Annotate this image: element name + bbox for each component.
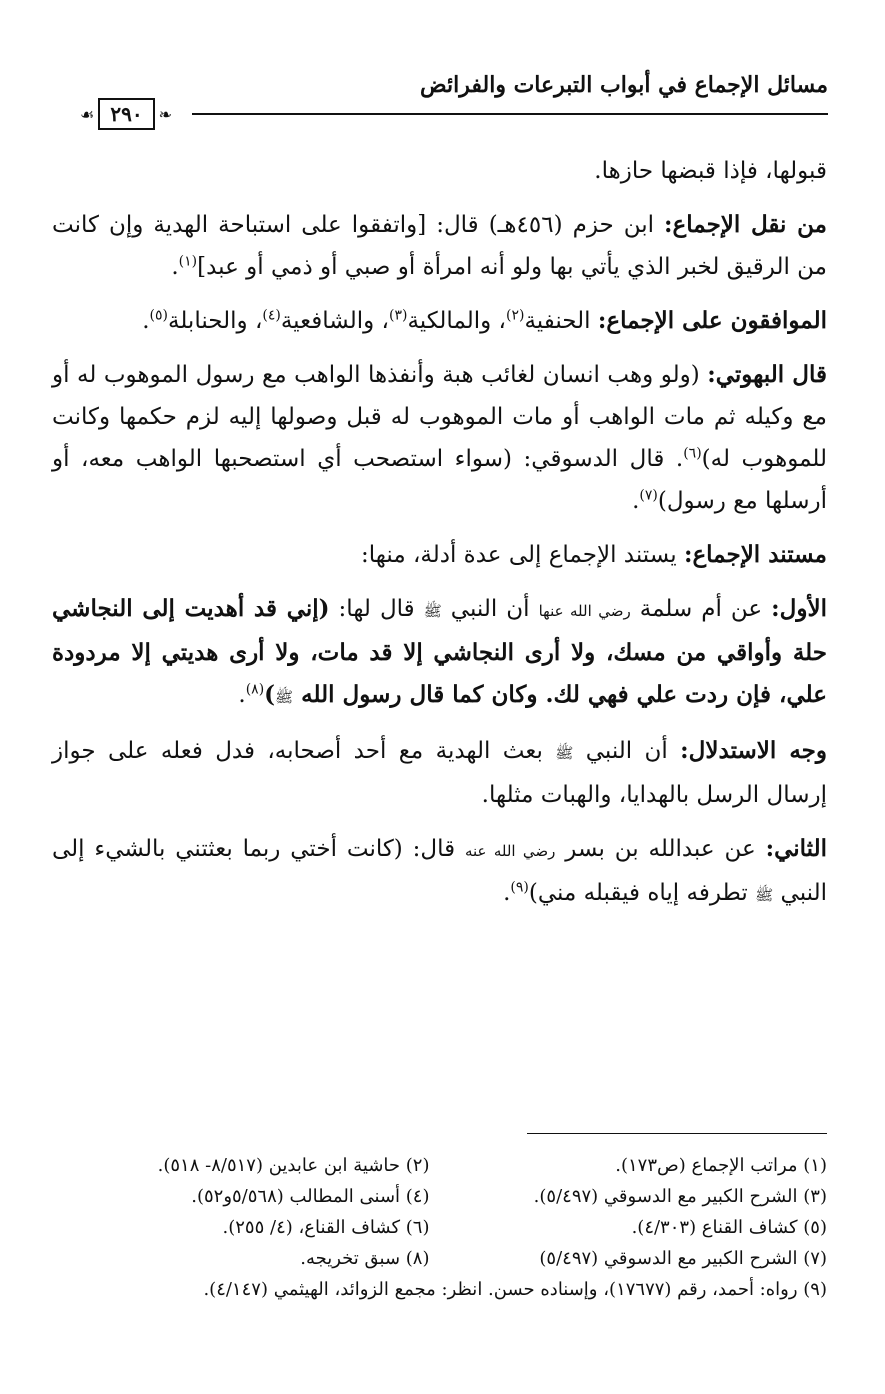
section-label: من نقل الإجماع:: [664, 211, 827, 238]
paragraph-ijma-transmitter: من نقل الإجماع: ابن حزم (٤٥٦هـ) قال: [واتفقوا على استباحة الهدية وإن كانت من الرقيق لخبر الذي يأتي بها ولو أنه امرأة أو صبي أو ذمي أو عبد]$^{(١)}$.: [52, 211, 827, 280]
section-label: الأول:: [771, 595, 827, 622]
footnote-item: (٥) كشاف القناع (٤/٣٠٣).: [631, 1217, 827, 1238]
honorific-icon: ﷺ: [755, 886, 774, 904]
footnote-ref: (٢): [505, 307, 525, 324]
paragraph-buhuti-quote: قال البهوتي: (ولو وهب انسان لغائب هبة وأنفذها الواهب مع رسول الموهوب له أو مع وكيله ثم مات الواهب أو مات الموهوب له قبل وصولها إليه لزم حكمها وكانت للموهوب له)$^{(٦)}$. قال الدسوقي: (سواء استصحب أي استصحبها الواهب معه، أو أرسلها مع رسول)$^{(٧)}$.: [52, 361, 827, 514]
footnote-ref: (٧): [639, 487, 658, 504]
footnote-item: (٦) كشاف القناع، (٤/ ٢٥٥).: [222, 1217, 430, 1238]
footnote-ref: (٦): [683, 445, 702, 462]
section-label: مستند الإجماع:: [683, 541, 827, 568]
honorific-icon: رضي الله عنها: [538, 602, 631, 620]
footnote-ref: (٨): [245, 681, 265, 698]
page-header: [60, 72, 828, 134]
section-label: وجه الاستدلال:: [680, 737, 827, 764]
section-label: الثاني:: [765, 835, 827, 862]
page-number: ٢٩٠: [98, 98, 154, 130]
honorific-icon: رضي الله عنه: [464, 842, 556, 860]
footnote-item: (٢) حاشية ابن عابدين (٨/٥١٧- ٥١٨).: [157, 1155, 430, 1176]
honorific-icon: ﷺ: [275, 688, 294, 706]
ornament-icon: ❧: [158, 104, 172, 124]
paragraph-inference: وجه الاستدلال: أن النبي ﷺ بعث الهدية مع أحد أصحابه، فدل فعله على جواز إرسال الرسل بالهدايا، والهبات مثلها.: [52, 737, 827, 808]
footnote-grid: [52, 1150, 827, 1274]
footnote-item: (٤) أسنى المطالب (٥/٥٦٨و٥٢).: [191, 1186, 430, 1207]
paragraph-agreeing-schools: الموافقون على الإجماع: الحنفية$^{(٢)}$، والمالكية$^{(٣)}$، والشافعية$^{(٤)}$، والحنابلة$^{(٥)}$.: [142, 307, 827, 334]
footnote-item: (٣) الشرح الكبير مع الدسوقي (٥/٤٩٧).: [533, 1186, 827, 1207]
running-title: مسائل الإجماع في أبواب التبرعات والفرائض: [420, 72, 828, 98]
honorific-icon: ﷺ: [423, 602, 442, 620]
footnote-ref: (٤): [262, 307, 281, 324]
main-text: [52, 150, 827, 928]
footnotes: [52, 1150, 827, 1305]
section-label: الموافقون على الإجماع:: [597, 307, 827, 334]
paragraph-first-evidence: الأول: عن أم سلمة رضي الله عنها أن النبي ﷺ قال لها: (إني قد أهديت إلى النجاشي حلة وأواقي من مسك، ولا أرى النجاشي إلا قد مات، ولا أرى هديتي إلا مردودة علي، فإن ردت علي فهي لك. وكان كما قال رسول الله ﷺ)$^{(٨)}$.: [52, 595, 827, 708]
footnote-ref: (٣): [388, 307, 408, 324]
footnote-item: (٨) سبق تخريجه.: [300, 1248, 430, 1269]
paragraph-second-evidence: الثاني: عن عبدالله بن بسر رضي الله عنه قال: (كانت أختي ربما بعثتني بالشيء إلى النبي ﷺ تطرفه إياه فيقبله مني)$^{(٩)}$.: [52, 835, 827, 906]
paragraph-continuation: قبولها، فإذا قبضها حازها.: [594, 158, 827, 184]
footnote-ref: (٩): [510, 879, 529, 896]
honorific-icon: ﷺ: [555, 744, 574, 762]
section-label: قال البهوتي:: [707, 361, 827, 388]
footnote-item: (٧) الشرح الكبير مع الدسوقي (٥/٤٩٧): [539, 1248, 827, 1269]
paragraph-ijma-basis: مستند الإجماع: يستند الإجماع إلى عدة أدلة، منها:: [361, 541, 827, 568]
hadith-quote: (إني قد أهديت إلى النجاشي حلة وأواقي من مسك، ولا أرى النجاشي إلا قد مات، ولا أرى هديتي إلا مردودة علي، فإن ردت علي فهي لك. وكان كما قال رسول الله: [52, 595, 827, 708]
page-number-frame: [60, 96, 192, 132]
footnote-ref: (١): [178, 253, 198, 270]
footnote-item: (٩) رواه: أحمد، رقم (١٧٦٧٧)، وإسناده حسن. انظر: مجمع الزوائد، الهيثمي (٤/١٤٧).: [203, 1279, 827, 1300]
ornament-icon: ☙: [80, 104, 95, 124]
footnote-item: (١) مراتب الإجماع (ص١٧٣).: [615, 1155, 827, 1176]
footnote-separator: [527, 1133, 827, 1134]
footnote-ref: (٥): [149, 307, 168, 324]
header-rule: [192, 113, 828, 115]
